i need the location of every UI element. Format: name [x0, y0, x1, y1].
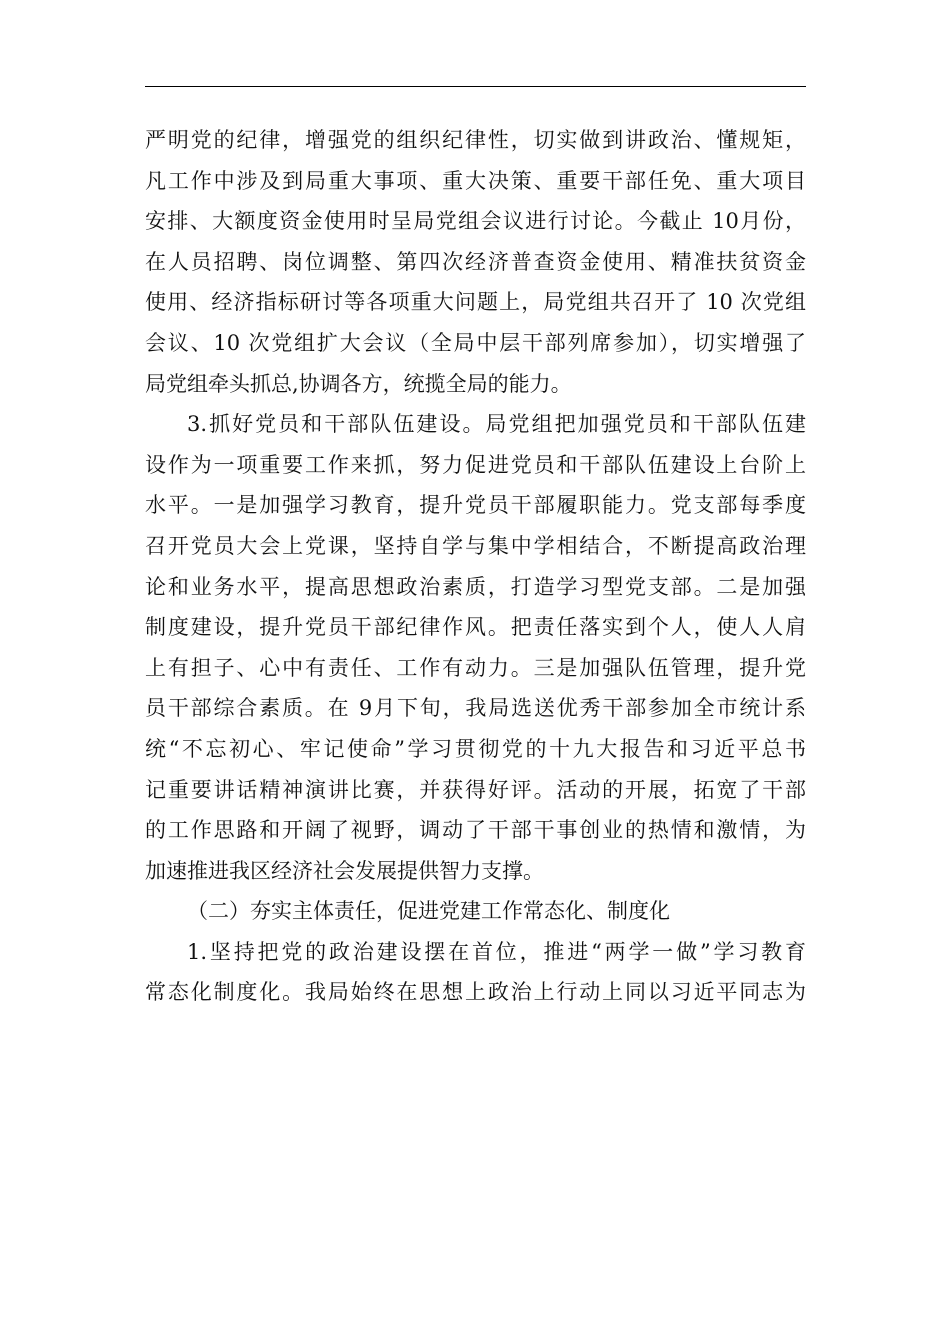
text-line: 常态化制度化。我局始终在思想上政治上行动上同以习近平同志为: [145, 980, 806, 1005]
text-line: 员干部综合素质。在 9月下旬，我局选送优秀干部参加全市统计系: [145, 696, 806, 721]
text-line: 上有担子、心中有责任、工作有动力。三是加强队伍管理，提升党: [145, 655, 806, 680]
text-line: 设作为一项重要工作来抓，努力促进党员和干部队伍建设上台阶上: [145, 452, 806, 477]
text-line: 的工作思路和开阔了视野，调动了干部干事创业的热情和激情，为: [145, 818, 806, 843]
body-text: [145, 120, 806, 1013]
text-line: 制度建设，提升党员干部纪律作风。把责任落实到个人，使人人肩: [145, 615, 806, 640]
text-line: 使用、经济指标研讨等各项重大问题上，局党组共召开了 10 次党组: [145, 290, 806, 315]
text-line: 召开党员大会上党课，坚持自学与集中学相结合，不断提高政治理: [145, 533, 806, 558]
text-line: （二）夯实主体责任，促进党建工作常态化、制度化: [187, 899, 670, 924]
text-line: 1.坚持把党的政治建设摆在首位，推进“两学一做”学习教育: [187, 939, 806, 964]
text-line: 3.抓好党员和干部队伍建设。局党组把加强党员和干部队伍建: [187, 412, 806, 437]
text-line: 统“不忘初心、牢记使命”学习贯彻党的十九大报告和习近平总书: [145, 736, 806, 761]
text-line: 安排、大额度资金使用时呈局党组会议进行讨论。今截止 10月份，: [145, 209, 806, 234]
text-line: 记重要讲话精神演讲比赛，并获得好评。活动的开展，拓宽了干部: [145, 777, 806, 802]
header-rule: [145, 86, 806, 87]
text-line: 严明党的纪律，增强党的组织纪律性，切实做到讲政治、懂规矩，: [145, 128, 806, 152]
text-line: 在人员招聘、岗位调整、第四次经济普查资金使用、精准扶贫资金: [145, 249, 806, 274]
text-line: 水平。一是加强学习教育，提升党员干部履职能力。党支部每季度: [145, 493, 806, 518]
text-line: 论和业务水平，提高思想政治素质，打造学习型党支部。二是加强: [145, 574, 806, 599]
text-line: 凡工作中涉及到局重大事项、重大决策、重要干部任免、重大项目: [145, 168, 806, 193]
text-line: 局党组牵头抓总,协调各方，统揽全局的能力。: [145, 371, 572, 396]
text-line: 加速推进我区经济社会发展提供智力支撑。: [145, 858, 544, 883]
text-line: 会议、10 次党组扩大会议（全局中层干部列席参加），切实增强了: [145, 330, 806, 355]
